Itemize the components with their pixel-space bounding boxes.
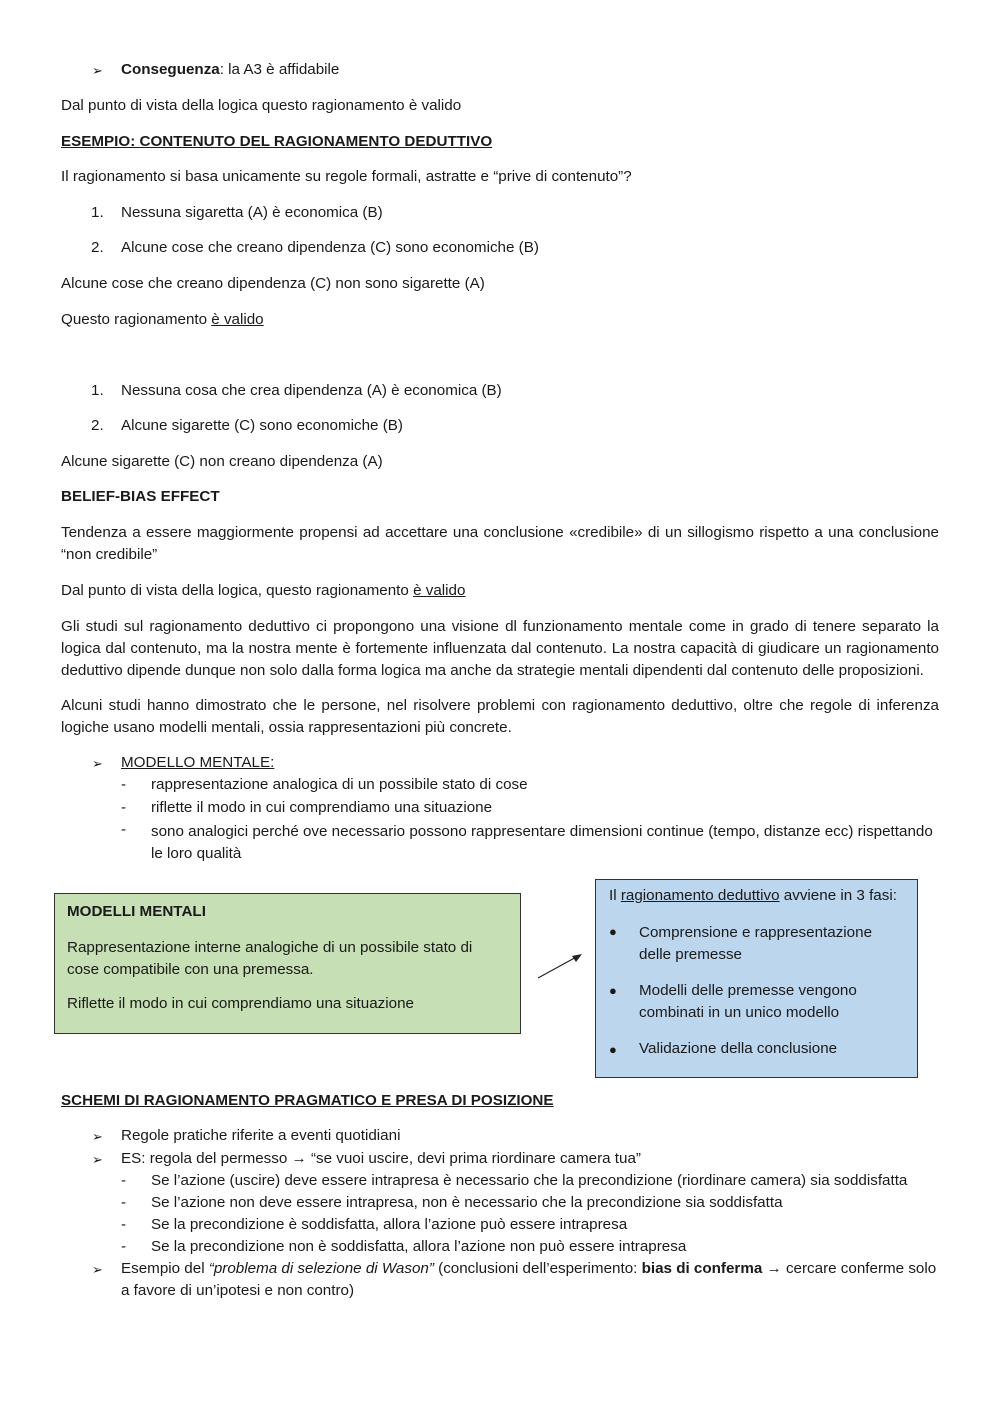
permesso-prefix: ES: regola del permesso [121,1150,292,1167]
esempio-heading: ESEMPIO: CONTENUTO DEL RAGIONAMENTO DEDUTTIVO [61,133,493,150]
dash-bullet: - [121,1238,127,1255]
modello-mentale-title: MODELLO MENTALE: [121,754,275,771]
dash-bullet: - [121,1194,127,1211]
modello-item: sono analogici perché ove necessario possono rappresentare dimensioni continue (tempo, distanze ecc) rispettando le loro qualità [151,823,933,862]
list-number: 2. [91,239,104,256]
premise-item: Nessuna cosa che crea dipendenza (A) è economica (B) [121,382,502,399]
arrowhead-bullet-icon: ➢ [92,1152,103,1167]
validity-prefix: Questo ragionamento [61,311,212,328]
modello-item: rappresentazione analogica di un possibile stato di cose [151,776,528,793]
mental-models-paragraph: Alcuni studi hanno dimostrato che le persone, nel risolvere problemi con ragionamento deduttivo, oltre che regole di inferenza logiche usano modelli mentali, ossia rappresentazioni più concrete. [61,697,939,736]
list-number: 1. [91,382,104,399]
permesso-sub-item: Se l’azione non deve essere intrapresa, non è necessario che la precondizione sia soddisfatta [151,1194,783,1211]
fase-item: Modelli delle premesse vengono combinati in un unico modello [639,982,857,1021]
box-intro-prefix: Il [609,887,621,904]
premise-item: Alcune sigarette (C) sono economiche (B) [121,417,403,434]
arrowhead-bullet-icon: ➢ [92,63,103,78]
wason-prefix: Esempio del [121,1260,209,1277]
list-number: 2. [91,417,104,434]
box-title: MODELLI MENTALI [67,903,206,920]
arrowhead-bullet-icon: ➢ [92,1129,103,1144]
round-bullet-icon: ● [609,983,617,998]
validity-underlined: è valido [211,311,264,328]
dash-bullet: - [121,1172,127,1189]
belief-bias-definition: Tendenza a essere maggiormente propensi ad accettare una conclusione «credibile» di un sillogismo rispetto a una conclusione “non credibile” [61,524,939,563]
belief-logic-underlined: è valido [413,582,466,599]
arrow-connector-icon [530,945,590,985]
permesso-sub-item: Se l’azione (uscire) deve essere intrapresa è necessario che la precondizione (riordinare camera) sia soddisfatta [151,1172,908,1189]
box-text: Riflette il modo in cui comprendiamo una situazione [67,995,414,1012]
dash-bullet: - [121,776,127,793]
box-text: Rappresentazione interne analogiche di un possibile stato di cose compatibile con una premessa. [67,939,473,978]
permesso-sub-item: Se la precondizione è soddisfatta, allora l’azione può essere intrapresa [151,1216,628,1233]
permesso-suffix: “se vuoi uscire, devi prima riordinare camera tua” [306,1150,641,1167]
wason-mid: (conclusioni dell’esperimento: [433,1260,642,1277]
conseguenza-line [121,61,339,78]
right-arrow-icon: → [766,1260,782,1277]
conclusion-line: Alcune sigarette (C) non creano dipendenza (A) [61,453,383,470]
permesso-sub-item: Se la precondizione non è soddisfatta, allora l’azione non può essere intrapresa [151,1238,687,1255]
box-intro-underlined: ragionamento deduttivo [620,887,780,904]
round-bullet-icon: ● [609,924,617,939]
conclusion-line: Alcune cose che creano dipendenza (C) non sono sigarette (A) [61,275,485,292]
validity-line [61,311,264,328]
dash-bullet: - [121,799,127,816]
dash-bullet: - [121,821,127,838]
wason-item [121,1260,936,1277]
arrowhead-bullet-icon: ➢ [92,1262,103,1277]
round-bullet-icon: ● [609,1042,617,1057]
right-arrow-icon: → [291,1150,307,1167]
box-intro-suffix: avviene in 3 fasi: [779,887,897,904]
schemi-item: Regole pratiche riferite a eventi quotidiani [121,1127,401,1144]
box-intro [609,887,897,904]
premise-item: Nessuna sigaretta (A) è economica (B) [121,204,383,221]
studies-paragraph: Gli studi sul ragionamento deduttivo ci propongono una visione dl funzionamento mentale come in grado di tenere separato la logica dal contenuto, ma la nostra mente è fortemente influenzata dal contenuto. La nostra capacità di giudicare un ragionamento deduttivo dipende dunque non solo dalla forma logica ma anche da strategie mentali dipendenti dal contenuto delle proposizioni. [61,618,939,679]
logic-validity-line: Dal punto di vista della logica questo ragionamento è valido [61,97,462,114]
wason-italic: “problema di selezione di Wason” [208,1260,434,1277]
fase-item: Validazione della conclusione [639,1040,838,1057]
wason-item-continuation: a favore di un’ipotesi e non contro) [121,1282,355,1299]
fase-item: Comprensione e rappresentazione delle premesse [639,924,873,963]
esempio-question: Il ragionamento si basa unicamente su regole formali, astratte e “prive di contenuto”? [61,168,632,185]
belief-bias-heading: BELIEF-BIAS EFFECT [61,488,220,505]
modello-item: riflette il modo in cui comprendiamo una situazione [151,799,493,816]
conseguenza-text: : la A3 è affidabile [219,61,340,78]
conseguenza-label: Conseguenza [121,61,220,78]
arrowhead-bullet-icon: ➢ [92,756,103,771]
belief-logic-prefix: Dal punto di vista della logica, questo ragionamento [61,582,414,599]
list-number: 1. [91,204,104,221]
dash-bullet: - [121,1216,127,1233]
belief-logic-line [61,582,465,599]
modelli-mentali-box [54,893,521,1034]
schemi-heading: SCHEMI DI RAGIONAMENTO PRAGMATICO E PRESA DI POSIZIONE [61,1092,554,1109]
schemi-item [121,1150,641,1167]
wason-after: cercare conferme solo [781,1260,937,1277]
wason-bold: bias di conferma [641,1260,763,1277]
premise-item: Alcune cose che creano dipendenza (C) sono economiche (B) [121,239,539,256]
